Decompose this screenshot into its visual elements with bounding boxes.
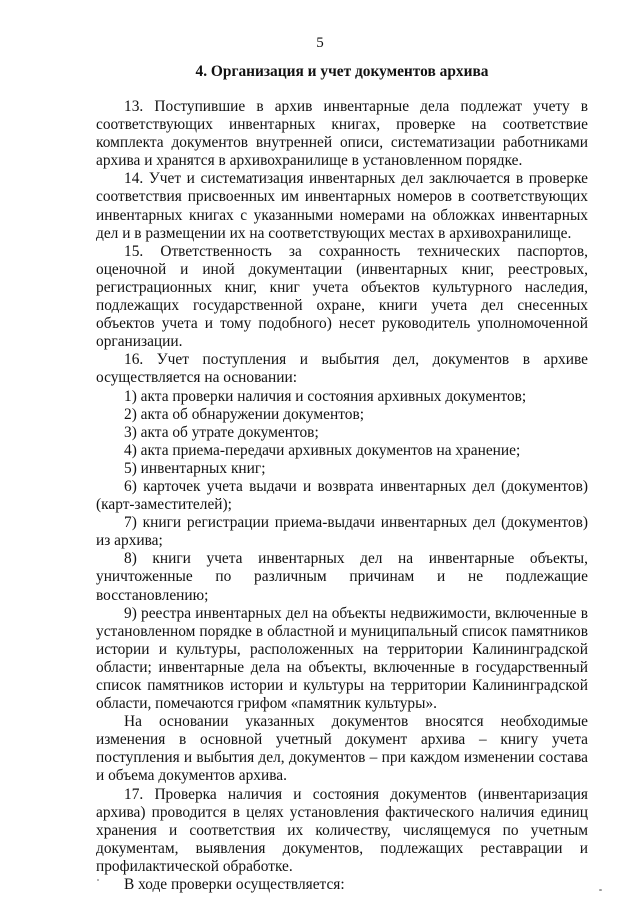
list-item-4: 4) акта приема-передачи архивных документов на хранение; [124,441,521,459]
paragraph-15: 15. Ответственность за сохранность технических паспортов, оценочной и иной документации (инвентарных книг, реестровых, регистрационных книг, книг учета объектов культурного наследия, подлежащих государственной охране, книги учета дел снесенных объектов учета и тому подобного) несет руководитель уполномоченной организации. [96,242,588,351]
paragraph-13: 13. Поступившие в архив инвентарные дела подлежат учету в соответствующих инвентарных книгах, проверке на соответствие комплекта документов внутренней описи, систематизации работниками архива и хранятся в архивохранилище в установленном порядке. [96,98,588,170]
list-item-5: 5) инвентарных книг; [124,459,266,477]
list-item-8: 8) книги учета инвентарных дел на инвентарные объекты, уничтоженные по различным причинам и не подлежащие восстановлению; [96,550,588,604]
paragraph-changes: На основании указанных документов вносятся необходимые изменения в основной учетный документ архива – книгу учета поступления и выбытия дел, документов – при каждом изменении состава и объема документов архива. [96,713,588,785]
section-heading: 4. Организация и учет документов архива [195,63,489,80]
page-number: 5 [316,35,324,51]
list-item-1: 1) акта проверки наличия и состояния архивных документов; [124,387,527,405]
list-item-2: 2) акта об обнаружении документов; [124,405,364,423]
list-item-3: 3) акта об утрате документов; [124,423,319,441]
paragraph-17: 17. Проверка наличия и состояния документов (инвентаризация архива) проводится в целях установления фактического наличия единиц хранения и соответствия их количеству, числящемуся по учетным документам, выявления документов, подлежащих реставрации и профилактической обработке. [96,785,588,875]
scan-speck [599,889,602,891]
scan-speck [97,879,99,881]
paragraph-16: 16. Учет поступления и выбытия дел, документов в архиве осуществляется на основании: [96,351,588,387]
list-item-6: 6) карточек учета выдачи и возврата инвентарных дел (документов) (карт-заместителей); [96,477,588,514]
list-item-7: 7) книги регистрации приема-выдачи инвентарных дел (документов) из архива; [96,514,588,550]
paragraph-check: В ходе проверки осуществляется: [124,876,345,894]
list-item-9: 9) реестра инвентарных дел на объекты недвижимости, включенные в установленном порядке в областной и муниципальный список памятников истории и культуры, расположенных на территории Калининградской области; инвентарные дела на объекты, включенные в государственный список памятников истории и культуры на территории Калининградской области, помечаются грифом «памятник культуры». [96,604,588,713]
paragraph-14: 14. Учет и систематизация инвентарных дел заключается в проверке соответствия присвоенных им инвентарных номеров в соответствующих инвентарных книгах с указанными номерами на обложках инвентарных дел и в размещении их на соответствующих местах в архивохранилище. [96,170,588,242]
document-body [96,98,588,894]
